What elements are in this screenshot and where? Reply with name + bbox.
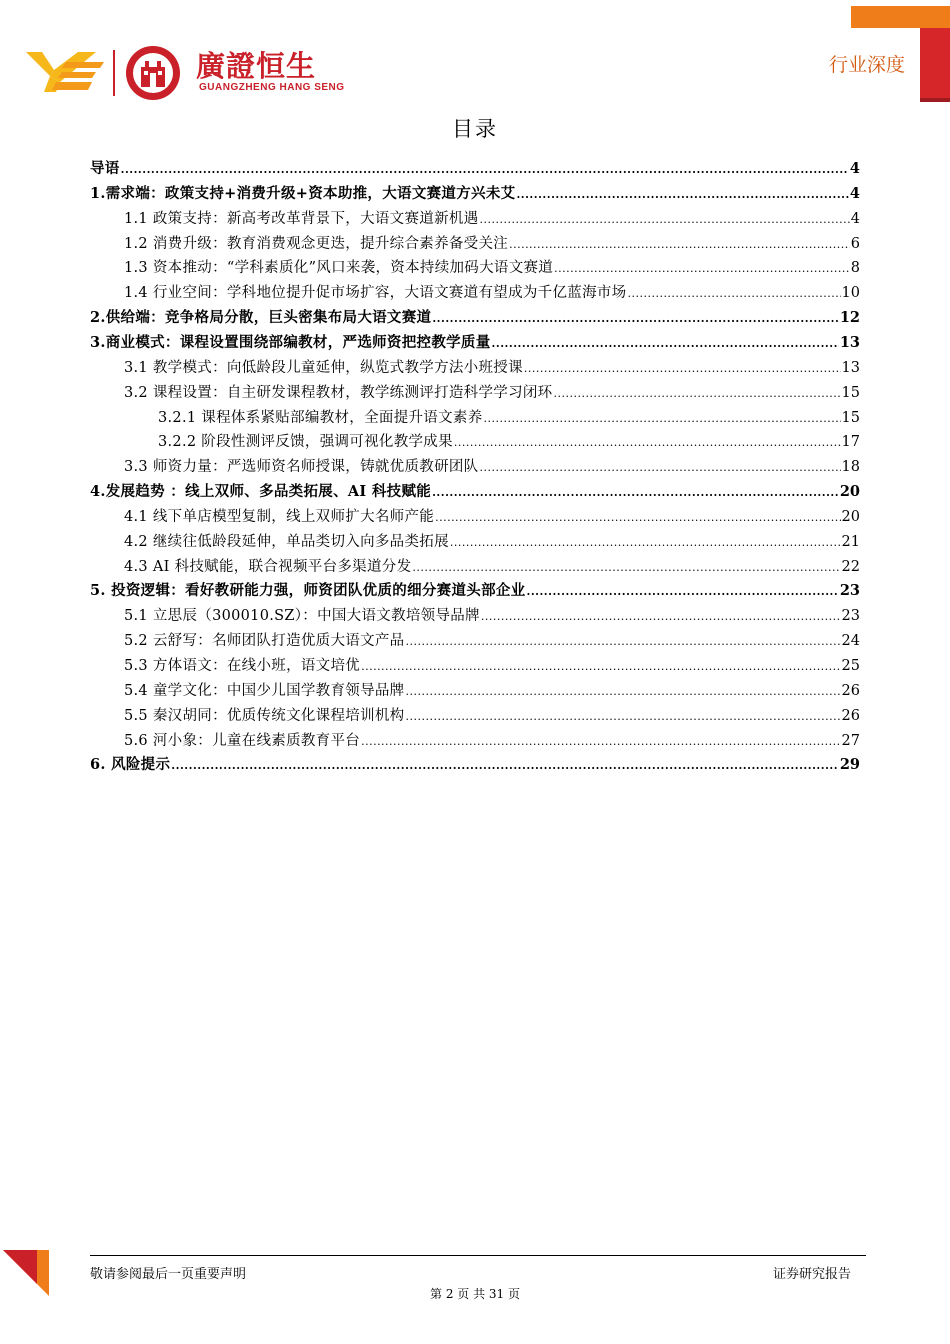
toc-entry-page: 12	[839, 309, 860, 326]
toc-leader-dots	[553, 383, 840, 405]
toc-entry[interactable]	[90, 332, 860, 354]
toc-leader-dots	[526, 581, 838, 603]
toc-entry-page: 25	[841, 658, 860, 674]
toc-entry-page: 6	[850, 236, 860, 252]
brand-name-cn: 廣證恒生	[196, 49, 317, 83]
toc-entry-title: 3.1 教学模式：向低龄段儿童延伸，纵览式教学方法小班授课	[124, 360, 523, 376]
toc-leader-dots	[450, 532, 841, 554]
toc-leader-dots	[435, 507, 840, 529]
toc-entry[interactable]	[124, 357, 860, 379]
toc-leader-dots	[479, 457, 840, 479]
toc-entry[interactable]	[90, 183, 860, 205]
toc-leader-dots	[405, 706, 840, 728]
toc-leader-dots	[405, 631, 840, 653]
guangzheng-seal-icon	[125, 45, 181, 101]
toc-leader-dots	[432, 308, 838, 330]
toc-leader-dots	[412, 557, 840, 579]
toc-entry-title: 1.需求端：政策支持+消费升级+资本助推，大语文赛道方兴未艾	[90, 185, 516, 202]
toc-entry-page: 15	[841, 385, 860, 401]
toc-entry[interactable]	[124, 680, 860, 702]
toc-entry-title: 1.2 消费升级：教育消费观念更迭，提升综合素养备受关注	[124, 236, 509, 252]
toc-entry-page: 8	[850, 260, 860, 276]
toc-entry-page: 21	[841, 534, 860, 550]
toc-entry[interactable]	[90, 754, 860, 776]
toc-entry-title: 3.3 师资力量：严选师资名师授课，铸就优质教研团队	[124, 459, 479, 475]
toc-leader-dots	[509, 234, 850, 256]
toc-entry-page: 26	[841, 708, 860, 724]
toc-leader-dots	[554, 258, 850, 280]
toc-entry-title: 3.2.1 课程体系紧贴部编教材，全面提升语文素养	[158, 410, 483, 426]
toc-entry-title: 4.1 线下单店模型复制，线上双师扩大名师产能	[124, 509, 435, 525]
toc-entry-title: 3.2 课程设置：自主研发课程教材，教学练测评打造科学学习闭环	[124, 385, 553, 401]
toc-leader-dots	[524, 358, 841, 380]
toc-entry-title: 1.1 政策支持：新高考改革背景下，大语文赛道新机遇	[124, 211, 479, 227]
toc-entry[interactable]	[124, 556, 860, 578]
toc-entry-title: 5.5 秦汉胡同：优质传统文化课程培训机构	[124, 708, 405, 724]
header-accent-bar	[851, 6, 950, 28]
toc-entry-title: 3.2.2 阶段性测评反馈，强调可视化教学成果	[158, 434, 453, 450]
toc-entry-page: 23	[839, 582, 860, 599]
toc-leader-dots	[405, 681, 840, 703]
toc-entry[interactable]	[124, 382, 860, 404]
toc-entry-page: 15	[841, 410, 860, 426]
toc-entry[interactable]	[124, 630, 860, 652]
toc-entry-title: 1.4 行业空间：学科地位提升促市场扩容，大语文赛道有望成为千亿蓝海市场	[124, 285, 627, 301]
header-side-bar-shadow	[920, 98, 950, 102]
toc-entry[interactable]	[124, 655, 860, 677]
toc-entry-title: 5. 投资逻辑：看好教研能力强，师资团队优质的细分赛道头部企业	[90, 582, 526, 599]
toc-entry-title: 5.4 童学文化：中国少儿国学教育领导品牌	[124, 683, 405, 699]
toc-entry-page: 13	[839, 334, 860, 351]
toc-leader-dots	[432, 482, 839, 504]
toc-entry-page: 18	[841, 459, 860, 475]
toc-entry-page: 24	[841, 633, 860, 649]
toc-leader-dots	[481, 606, 841, 628]
toc-entry[interactable]	[90, 158, 860, 180]
toc-entry[interactable]	[124, 233, 860, 255]
toc-entry[interactable]	[124, 208, 860, 230]
toc-entry-title: 5.3 方体语文：在线小班，语文培优	[124, 658, 361, 674]
toc-entry-title: 4.发展趋势 ：线上双师、多品类拓展、AI 科技赋能	[90, 483, 432, 500]
toc-entry[interactable]	[90, 307, 860, 329]
toc-entry-page: 26	[841, 683, 860, 699]
toc-entry-title: 6. 风险提示	[90, 756, 171, 773]
footer-divider	[90, 1255, 866, 1256]
toc-entry-page: 22	[841, 559, 860, 575]
toc-entry[interactable]	[90, 481, 860, 503]
toc-leader-dots	[492, 333, 839, 355]
toc-leader-dots	[484, 408, 841, 430]
toc-leader-dots	[121, 159, 849, 181]
toc-entry[interactable]	[124, 456, 860, 478]
toc-entry-title: 2.供给端：竞争格局分散，巨头密集布局大语文赛道	[90, 309, 432, 326]
toc-entry-title: 5.2 云舒写：名师团队打造优质大语文产品	[124, 633, 405, 649]
brand-name-en: GUANGZHENG HANG SENG	[199, 82, 345, 93]
toc-entry-title: 4.3 AI 科技赋能，联合视频平台多渠道分发	[124, 559, 412, 575]
toc-entry-page: 23	[841, 608, 860, 624]
toc-leader-dots	[454, 432, 841, 454]
toc-entry-title: 导语	[90, 160, 120, 177]
toc-entry-page: 29	[839, 756, 860, 773]
toc-entry-page: 4	[849, 185, 860, 202]
report-category: 证券研究报告	[773, 1267, 852, 1282]
toc-leader-dots	[516, 184, 848, 206]
toc-leader-dots	[627, 283, 840, 305]
page-number: 第 2 页 共 31 页	[430, 1287, 520, 1301]
toc-entry[interactable]	[124, 257, 860, 279]
toc-entry[interactable]	[158, 431, 860, 453]
toc-entry-title: 4.2 继续往低龄段延伸，单品类切入向多品类拓展	[124, 534, 449, 550]
toc-entry-page: 13	[841, 360, 860, 376]
toc-entry-page: 27	[841, 733, 860, 749]
disclaimer-note: 敬请参阅最后一页重要声明	[90, 1267, 247, 1282]
header-side-bar	[920, 28, 950, 98]
report-type-tag: 行业深度	[829, 54, 906, 76]
toc-entry-page: 17	[841, 434, 860, 450]
toc-entry-title: 5.6 河小象：儿童在线素质教育平台	[124, 733, 361, 749]
toc-entry[interactable]	[124, 282, 860, 304]
ye-logo-icon	[26, 48, 106, 94]
toc-entry-page: 4	[849, 160, 860, 177]
toc-entry[interactable]	[124, 506, 860, 528]
toc-entry[interactable]	[124, 705, 860, 727]
toc-entry-page: 4	[850, 211, 860, 227]
toc-entry[interactable]	[124, 531, 860, 553]
toc-leader-dots	[479, 209, 849, 231]
toc-entry-page: 10	[841, 285, 860, 301]
logo-divider	[113, 50, 115, 96]
corner-triangle-icon	[3, 1250, 49, 1296]
toc-entry-title: 5.1 立思辰（300010.SZ）：中国大语文教培领导品牌	[124, 608, 480, 624]
toc-entry-page: 20	[839, 483, 860, 500]
toc-leader-dots	[361, 731, 840, 753]
toc-entry-title: 1.3 资本推动：“学科素质化”风口来袭，资本持续加码大语文赛道	[124, 260, 554, 276]
toc-entry-page: 20	[841, 509, 860, 525]
toc-title: 目录	[452, 117, 498, 141]
toc-entry[interactable]	[124, 730, 860, 752]
toc-leader-dots	[361, 656, 840, 678]
toc-entry-title: 3.商业模式：课程设置围绕部编教材，严选师资把控教学质量	[90, 334, 491, 351]
toc-leader-dots	[171, 755, 839, 777]
toc-entry[interactable]	[124, 605, 860, 627]
toc-entry[interactable]	[158, 407, 860, 429]
toc-entry[interactable]	[90, 580, 860, 602]
